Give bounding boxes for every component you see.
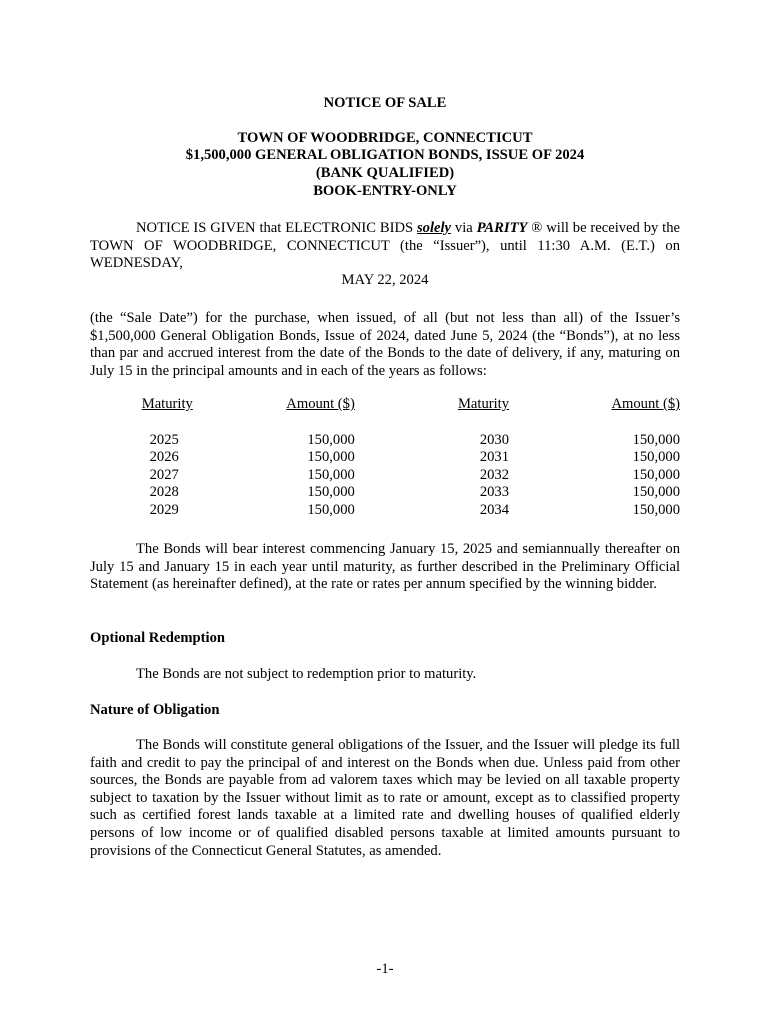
- bond-title: $1,500,000 GENERAL OBLIGATION BONDS, ISSUE OF 2024: [185, 147, 585, 163]
- table-row: 2025 150,000 2030 150,000: [149, 431, 680, 448]
- table-row: 2026 150,000 2031 150,000: [149, 449, 680, 466]
- maturity-header: Maturity: [141, 396, 193, 412]
- optional-redemption-text: The Bonds are not subject to redemption prior to maturity.: [136, 666, 477, 682]
- optional-redemption-heading: Optional Redemption: [90, 630, 226, 646]
- maturity-header: Maturity: [457, 396, 510, 412]
- table-row: 2027 150,000 2032 150,000: [149, 466, 680, 483]
- solely-text: solely: [416, 220, 452, 236]
- table-row: 2028 150,000 2033 150,000: [149, 484, 680, 501]
- bank-qualified-label: (BANK QUALIFIED): [315, 165, 455, 181]
- parity-text: PARITY: [476, 220, 528, 236]
- nature-of-obligation-text: The Bonds will constitute general obligations of the Issuer, and the Issuer will pledge its full faith and credit to pay the principal of and interest on the Bonds when due. Unless paid from other sources, the Bonds are payable from ad valorem taxes which may be levied on all taxable property subject to taxation by the Issuer without limit as to rate or amount, except as to classified property such as certified forest lands taxable at a limited rate and dwelling houses of qualified elderly persons of low income or of qualified disabled persons taxable at limited amounts pursuant to provisions of the Connecticut General Statutes, as amended.: [90, 737, 680, 859]
- notice-paragraph: NOTICE IS GIVEN that ELECTRONIC BIDS solely via PARITY ® will be received by the TOWN OF WOODBRIDGE, CONNECTICUT (the “Issuer”), until 11:30 A.M. (E.T.) on WEDNESDAY,: [90, 220, 680, 272]
- issuer-title: TOWN OF WOODBRIDGE, CONNECTICUT: [237, 130, 533, 146]
- maturity-table: [90, 396, 680, 520]
- book-entry-label: BOOK-ENTRY-ONLY: [313, 183, 457, 199]
- notice-title: NOTICE OF SALE: [323, 95, 447, 111]
- amount-header: Amount ($): [286, 396, 355, 412]
- page-number: -1-: [376, 961, 394, 977]
- table-header-row: [90, 396, 680, 414]
- table-row: 2029 150,000 2034 150,000: [149, 501, 680, 518]
- amount-header: Amount ($): [611, 396, 680, 412]
- nature-of-obligation-heading: Nature of Obligation: [90, 702, 220, 718]
- sale-date: MAY 22, 2024: [341, 272, 429, 288]
- interest-paragraph: The Bonds will bear interest commencing January 15, 2025 and semiannually thereafter on July 15 and January 15 in each year until maturity, as further described in the Preliminary Official Statement (as hereinafter defined), at the rate or rates per annum specified by the winning bidder.: [90, 541, 680, 593]
- sale-paragraph: (the “Sale Date”) for the purchase, when issued, of all (but not less than all) of the Issuer’s $1,500,000 General Obligation Bonds, Issue of 2024, dated June 5, 2024 (the “Bonds”), at no less than par and accrued interest from the date of the Bonds to the date of delivery, if any, maturing on July 15 in the principal amounts and in each of the years as follows:: [90, 310, 680, 379]
